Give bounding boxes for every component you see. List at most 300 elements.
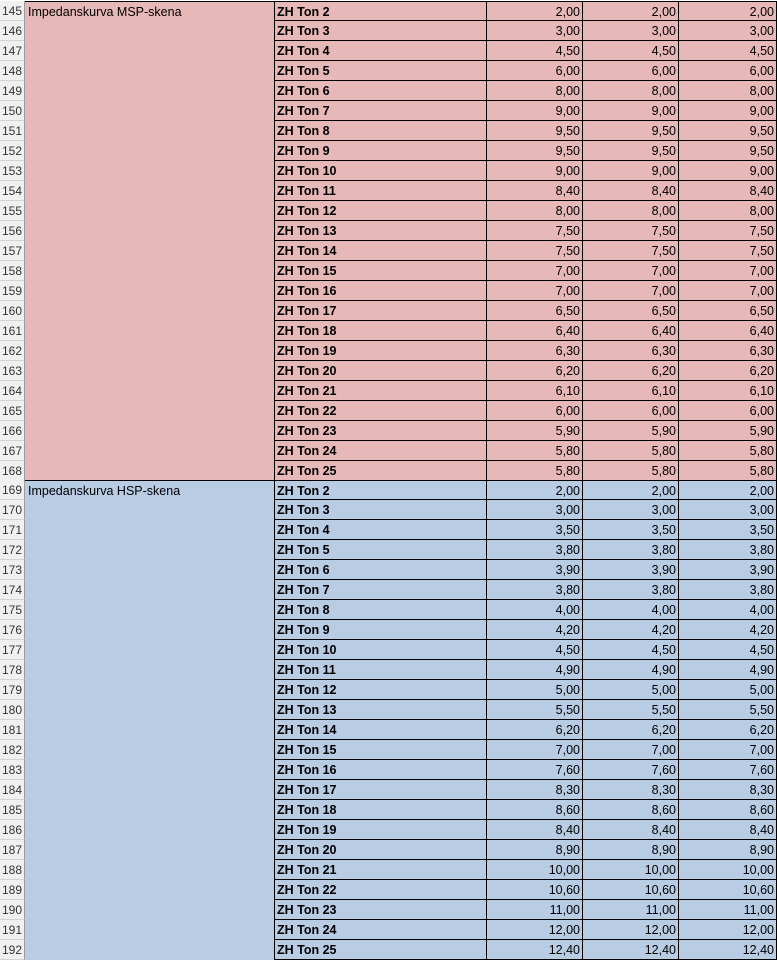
row-header[interactable]: 182 [0,740,25,760]
group-label-cell[interactable]: Impedanskurva HSP-skena [25,480,275,500]
row-header[interactable]: 186 [0,820,25,840]
row-header[interactable]: 171 [0,520,25,540]
value-cell[interactable]: 6,20 [487,361,583,381]
row-header[interactable]: 175 [0,600,25,620]
value-cell[interactable]: 4,90 [583,660,679,680]
row-header[interactable]: 145 [0,1,25,21]
value-cell[interactable]: 4,50 [583,41,679,61]
parameter-name-cell[interactable]: ZH Ton 7 [275,580,487,600]
value-cell[interactable]: 3,00 [487,21,583,41]
value-cell[interactable]: 6,40 [583,321,679,341]
parameter-name-cell[interactable]: ZH Ton 3 [275,500,487,520]
value-cell[interactable]: 5,80 [583,441,679,461]
value-cell[interactable]: 8,90 [679,840,777,860]
value-cell[interactable]: 9,50 [679,141,777,161]
parameter-name-cell[interactable]: ZH Ton 11 [275,181,487,201]
group-fill-cell[interactable] [25,221,275,241]
value-cell[interactable]: 6,20 [679,720,777,740]
group-fill-cell[interactable] [25,580,275,600]
row-header[interactable]: 172 [0,540,25,560]
value-cell[interactable]: 5,50 [583,700,679,720]
value-cell[interactable]: 9,00 [487,101,583,121]
value-cell[interactable]: 6,20 [679,361,777,381]
value-cell[interactable]: 8,30 [679,780,777,800]
value-cell[interactable]: 4,50 [679,640,777,660]
value-cell[interactable]: 11,00 [583,900,679,920]
value-cell[interactable]: 7,60 [583,760,679,780]
parameter-name-cell[interactable]: ZH Ton 9 [275,620,487,640]
parameter-name-cell[interactable]: ZH Ton 10 [275,640,487,660]
value-cell[interactable]: 3,90 [583,560,679,580]
value-cell[interactable]: 8,40 [487,820,583,840]
value-cell[interactable]: 3,00 [679,500,777,520]
value-cell[interactable]: 7,50 [583,221,679,241]
table-row [0,520,777,540]
parameter-name-cell[interactable]: ZH Ton 8 [275,600,487,620]
value-cell[interactable]: 6,30 [583,341,679,361]
value-cell[interactable]: 5,80 [583,461,679,481]
row-header[interactable]: 179 [0,680,25,700]
value-cell[interactable]: 8,00 [583,201,679,221]
value-cell[interactable]: 3,00 [583,21,679,41]
parameter-name-cell[interactable]: ZH Ton 21 [275,860,487,880]
group-fill-cell[interactable] [25,401,275,421]
value-cell[interactable]: 4,50 [583,640,679,660]
value-cell[interactable]: 3,80 [487,580,583,600]
value-cell[interactable]: 6,30 [487,341,583,361]
row-header[interactable]: 147 [0,41,25,61]
parameter-name-cell[interactable]: ZH Ton 4 [275,41,487,61]
value-cell[interactable]: 3,80 [583,580,679,600]
parameter-name-cell[interactable]: ZH Ton 24 [275,920,487,940]
group-fill-cell[interactable] [25,21,275,41]
group-fill-cell[interactable] [25,700,275,720]
row-header[interactable]: 164 [0,381,25,401]
row-header[interactable]: 190 [0,900,25,920]
group-fill-cell[interactable] [25,321,275,341]
value-cell[interactable]: 8,40 [583,181,679,201]
parameter-name-cell[interactable]: ZH Ton 16 [275,760,487,780]
value-cell[interactable]: 6,40 [679,321,777,341]
parameter-name-cell[interactable]: ZH Ton 13 [275,700,487,720]
group-fill-cell[interactable] [25,421,275,441]
table-row [0,940,777,960]
parameter-name-cell[interactable]: ZH Ton 15 [275,261,487,281]
parameter-name-cell[interactable]: ZH Ton 13 [275,221,487,241]
group-fill-cell[interactable] [25,640,275,660]
value-cell[interactable]: 6,00 [583,61,679,81]
value-cell[interactable]: 7,00 [679,740,777,760]
value-cell[interactable]: 10,00 [583,860,679,880]
value-cell[interactable]: 5,00 [583,680,679,700]
value-cell[interactable]: 8,40 [487,181,583,201]
value-cell[interactable]: 3,80 [583,540,679,560]
value-cell[interactable]: 2,00 [679,480,777,500]
value-cell[interactable]: 10,00 [487,860,583,880]
value-cell[interactable]: 8,60 [487,800,583,820]
parameter-name-cell[interactable]: ZH Ton 25 [275,940,487,960]
value-cell[interactable]: 7,50 [679,241,777,261]
value-cell[interactable]: 4,20 [583,620,679,640]
group-fill-cell[interactable] [25,461,275,481]
value-cell[interactable]: 9,50 [487,121,583,141]
value-cell[interactable]: 8,40 [679,820,777,840]
value-cell[interactable]: 6,50 [583,301,679,321]
row-header[interactable]: 155 [0,201,25,221]
value-cell[interactable]: 8,30 [487,780,583,800]
value-cell[interactable]: 11,00 [679,900,777,920]
value-cell[interactable]: 7,50 [487,241,583,261]
group-label-cell[interactable]: Impedanskurva MSP-skena [25,1,275,21]
value-cell[interactable]: 2,00 [583,480,679,500]
row-header[interactable]: 180 [0,700,25,720]
value-cell[interactable]: 6,10 [583,381,679,401]
parameter-name-cell[interactable]: ZH Ton 12 [275,680,487,700]
table-row [0,241,777,261]
row-header[interactable]: 162 [0,341,25,361]
table-row [0,321,777,341]
value-cell[interactable]: 4,00 [679,600,777,620]
parameter-name-cell[interactable]: ZH Ton 19 [275,820,487,840]
row-header[interactable]: 185 [0,800,25,820]
row-header[interactable]: 184 [0,780,25,800]
value-cell[interactable]: 3,00 [487,500,583,520]
value-cell[interactable]: 9,00 [583,161,679,181]
row-header[interactable]: 177 [0,640,25,660]
parameter-name-cell[interactable]: ZH Ton 22 [275,401,487,421]
parameter-name-cell[interactable]: ZH Ton 6 [275,81,487,101]
row-header[interactable]: 158 [0,261,25,281]
row-header[interactable]: 189 [0,880,25,900]
value-cell[interactable]: 12,40 [679,940,777,960]
group-fill-cell[interactable] [25,940,275,960]
parameter-name-cell[interactable]: ZH Ton 4 [275,520,487,540]
value-cell[interactable]: 3,80 [679,540,777,560]
value-cell[interactable]: 6,10 [487,381,583,401]
row-header[interactable]: 161 [0,321,25,341]
value-cell[interactable]: 9,00 [487,161,583,181]
value-cell[interactable]: 6,00 [583,401,679,421]
row-header[interactable]: 159 [0,281,25,301]
group-fill-cell[interactable] [25,441,275,461]
row-header[interactable]: 187 [0,840,25,860]
row-header[interactable]: 169 [0,480,25,500]
value-cell[interactable]: 8,60 [679,800,777,820]
row-header[interactable]: 183 [0,760,25,780]
value-cell[interactable]: 5,80 [487,461,583,481]
group-fill-cell[interactable] [25,660,275,680]
table-row [0,620,777,640]
parameter-name-cell[interactable]: ZH Ton 9 [275,141,487,161]
group-fill-cell[interactable] [25,500,275,520]
row-header[interactable]: 181 [0,720,25,740]
group-fill-cell[interactable] [25,61,275,81]
parameter-name-cell[interactable]: ZH Ton 17 [275,780,487,800]
value-cell[interactable]: 7,00 [679,281,777,301]
table-row [0,101,777,121]
group-fill-cell[interactable] [25,680,275,700]
group-fill-cell[interactable] [25,41,275,61]
value-cell[interactable]: 7,50 [583,241,679,261]
group-fill-cell[interactable] [25,101,275,121]
parameter-name-cell[interactable]: ZH Ton 22 [275,880,487,900]
parameter-name-cell[interactable]: ZH Ton 18 [275,321,487,341]
row-header[interactable]: 154 [0,181,25,201]
group-fill-cell[interactable] [25,600,275,620]
group-fill-cell[interactable] [25,840,275,860]
row-header[interactable]: 151 [0,121,25,141]
value-cell[interactable]: 5,00 [487,680,583,700]
group-fill-cell[interactable] [25,141,275,161]
group-fill-cell[interactable] [25,900,275,920]
row-header[interactable]: 157 [0,241,25,261]
value-cell[interactable]: 6,20 [583,720,679,740]
value-cell[interactable]: 3,90 [679,560,777,580]
group-fill-cell[interactable] [25,520,275,540]
table-row [0,840,777,860]
value-cell[interactable]: 5,80 [487,441,583,461]
value-cell[interactable]: 8,90 [583,840,679,860]
group-fill-cell[interactable] [25,860,275,880]
group-fill-cell[interactable] [25,81,275,101]
group-fill-cell[interactable] [25,241,275,261]
value-cell[interactable]: 10,60 [679,880,777,900]
parameter-name-cell[interactable]: ZH Ton 3 [275,21,487,41]
row-header[interactable]: 174 [0,580,25,600]
group-fill-cell[interactable] [25,201,275,221]
value-cell[interactable]: 7,00 [679,261,777,281]
value-cell[interactable]: 6,20 [583,361,679,381]
group-fill-cell[interactable] [25,361,275,381]
parameter-name-cell[interactable]: ZH Ton 12 [275,201,487,221]
value-cell[interactable]: 7,00 [583,281,679,301]
group-fill-cell[interactable] [25,181,275,201]
value-cell[interactable]: 8,30 [583,780,679,800]
group-fill-cell[interactable] [25,920,275,940]
value-cell[interactable]: 4,00 [487,600,583,620]
row-header[interactable]: 165 [0,401,25,421]
group-fill-cell[interactable] [25,720,275,740]
row-header[interactable]: 191 [0,920,25,940]
value-cell[interactable]: 7,50 [487,221,583,241]
group-fill-cell[interactable] [25,341,275,361]
parameter-name-cell[interactable]: ZH Ton 18 [275,800,487,820]
parameter-name-cell[interactable]: ZH Ton 16 [275,281,487,301]
row-header[interactable]: 153 [0,161,25,181]
value-cell[interactable]: 2,00 [679,1,777,21]
table-row [0,21,777,41]
value-cell[interactable]: 4,20 [679,620,777,640]
value-cell[interactable]: 5,80 [679,441,777,461]
value-cell[interactable]: 4,90 [487,660,583,680]
parameter-name-cell[interactable]: ZH Ton 23 [275,900,487,920]
parameter-name-cell[interactable]: ZH Ton 14 [275,241,487,261]
parameter-name-cell[interactable]: ZH Ton 6 [275,560,487,580]
parameter-name-cell[interactable]: ZH Ton 7 [275,101,487,121]
row-header[interactable]: 178 [0,660,25,680]
group-fill-cell[interactable] [25,820,275,840]
row-header[interactable]: 192 [0,940,25,960]
value-cell[interactable]: 9,50 [583,141,679,161]
value-cell[interactable]: 11,00 [487,900,583,920]
row-header[interactable]: 173 [0,560,25,580]
parameter-name-cell[interactable]: ZH Ton 10 [275,161,487,181]
value-cell[interactable]: 7,00 [583,740,679,760]
value-cell[interactable]: 5,90 [583,421,679,441]
value-cell[interactable]: 8,00 [679,81,777,101]
parameter-name-cell[interactable]: ZH Ton 17 [275,301,487,321]
value-cell[interactable]: 5,00 [679,680,777,700]
value-cell[interactable]: 4,50 [679,41,777,61]
value-cell[interactable]: 4,20 [487,620,583,640]
row-header[interactable]: 188 [0,860,25,880]
parameter-name-cell[interactable]: ZH Ton 14 [275,720,487,740]
row-header[interactable]: 167 [0,441,25,461]
value-cell[interactable]: 9,50 [679,121,777,141]
row-header[interactable]: 166 [0,421,25,441]
value-cell[interactable]: 12,40 [583,940,679,960]
parameter-name-cell[interactable]: ZH Ton 20 [275,361,487,381]
parameter-name-cell[interactable]: ZH Ton 25 [275,461,487,481]
value-cell[interactable]: 3,50 [583,520,679,540]
group-fill-cell[interactable] [25,540,275,560]
parameter-name-cell[interactable]: ZH Ton 24 [275,441,487,461]
value-cell[interactable]: 7,00 [487,281,583,301]
value-cell[interactable]: 3,00 [679,21,777,41]
value-cell[interactable]: 8,00 [487,201,583,221]
group-fill-cell[interactable] [25,620,275,640]
row-header[interactable]: 176 [0,620,25,640]
table-row [0,201,777,221]
parameter-name-cell[interactable]: ZH Ton 5 [275,540,487,560]
value-cell[interactable]: 6,30 [679,341,777,361]
table-row [0,301,777,321]
parameter-name-cell[interactable]: ZH Ton 19 [275,341,487,361]
value-cell[interactable]: 5,50 [679,700,777,720]
value-cell[interactable]: 6,00 [679,401,777,421]
value-cell[interactable]: 7,00 [487,740,583,760]
group-fill-cell[interactable] [25,381,275,401]
value-cell[interactable]: 9,50 [583,121,679,141]
value-cell[interactable]: 7,50 [679,221,777,241]
row-header[interactable]: 163 [0,361,25,381]
parameter-name-cell[interactable]: ZH Ton 5 [275,61,487,81]
table-row [0,680,777,700]
parameter-name-cell[interactable]: ZH Ton 2 [275,480,487,500]
group-fill-cell[interactable] [25,261,275,281]
value-cell[interactable]: 3,50 [487,520,583,540]
group-fill-cell[interactable] [25,121,275,141]
value-cell[interactable]: 5,50 [487,700,583,720]
parameter-name-cell[interactable]: ZH Ton 23 [275,421,487,441]
group-fill-cell[interactable] [25,161,275,181]
group-fill-cell[interactable] [25,880,275,900]
value-cell[interactable]: 6,00 [487,61,583,81]
group-fill-cell[interactable] [25,760,275,780]
value-cell[interactable]: 8,00 [583,81,679,101]
value-cell[interactable]: 4,50 [487,41,583,61]
row-header[interactable]: 156 [0,221,25,241]
value-cell[interactable]: 9,50 [487,141,583,161]
value-cell[interactable]: 9,00 [583,101,679,121]
value-cell[interactable]: 6,20 [487,720,583,740]
value-cell[interactable]: 10,00 [679,860,777,880]
value-cell[interactable]: 3,50 [679,520,777,540]
value-cell[interactable]: 8,00 [487,81,583,101]
value-cell[interactable]: 12,00 [583,920,679,940]
row-header[interactable]: 152 [0,141,25,161]
value-cell[interactable]: 2,00 [487,480,583,500]
parameter-name-cell[interactable]: ZH Ton 11 [275,660,487,680]
row-header[interactable]: 168 [0,461,25,481]
parameter-name-cell[interactable]: ZH Ton 2 [275,1,487,21]
value-cell[interactable]: 6,00 [487,401,583,421]
value-cell[interactable]: 8,40 [679,181,777,201]
value-cell[interactable]: 12,00 [487,920,583,940]
value-cell[interactable]: 6,00 [679,61,777,81]
value-cell[interactable]: 7,00 [487,261,583,281]
value-cell[interactable]: 2,00 [487,1,583,21]
row-header[interactable]: 149 [0,81,25,101]
value-cell[interactable]: 3,00 [583,500,679,520]
group-fill-cell[interactable] [25,281,275,301]
group-fill-cell[interactable] [25,800,275,820]
row-header[interactable]: 160 [0,301,25,321]
value-cell[interactable]: 9,00 [679,161,777,181]
value-cell[interactable]: 6,40 [487,321,583,341]
value-cell[interactable]: 7,60 [487,760,583,780]
group-fill-cell[interactable] [25,560,275,580]
value-cell[interactable]: 9,00 [679,101,777,121]
value-cell[interactable]: 5,90 [487,421,583,441]
value-cell[interactable]: 8,90 [487,840,583,860]
value-cell[interactable]: 3,90 [487,560,583,580]
value-cell[interactable]: 3,80 [487,540,583,560]
parameter-name-cell[interactable]: ZH Ton 15 [275,740,487,760]
value-cell[interactable]: 5,80 [679,461,777,481]
value-cell[interactable]: 12,40 [487,940,583,960]
row-header[interactable]: 146 [0,21,25,41]
group-fill-cell[interactable] [25,740,275,760]
row-header[interactable]: 170 [0,500,25,520]
value-cell[interactable]: 4,50 [487,640,583,660]
table-row [0,600,777,620]
value-cell[interactable]: 6,10 [679,381,777,401]
value-cell[interactable]: 8,00 [679,201,777,221]
group-fill-cell[interactable] [25,780,275,800]
value-cell[interactable]: 6,50 [679,301,777,321]
value-cell[interactable]: 8,60 [583,800,679,820]
value-cell[interactable]: 4,90 [679,660,777,680]
value-cell[interactable]: 10,60 [583,880,679,900]
group-fill-cell[interactable] [25,301,275,321]
value-cell[interactable]: 12,00 [679,920,777,940]
value-cell[interactable]: 7,60 [679,760,777,780]
value-cell[interactable]: 8,40 [583,820,679,840]
parameter-name-cell[interactable]: ZH Ton 8 [275,121,487,141]
value-cell[interactable]: 4,00 [583,600,679,620]
value-cell[interactable]: 2,00 [583,1,679,21]
value-cell[interactable]: 6,50 [487,301,583,321]
value-cell[interactable]: 3,80 [679,580,777,600]
value-cell[interactable]: 10,60 [487,880,583,900]
value-cell[interactable]: 7,00 [583,261,679,281]
row-header[interactable]: 148 [0,61,25,81]
value-cell[interactable]: 5,90 [679,421,777,441]
row-header[interactable]: 150 [0,101,25,121]
parameter-name-cell[interactable]: ZH Ton 21 [275,381,487,401]
parameter-name-cell[interactable]: ZH Ton 20 [275,840,487,860]
